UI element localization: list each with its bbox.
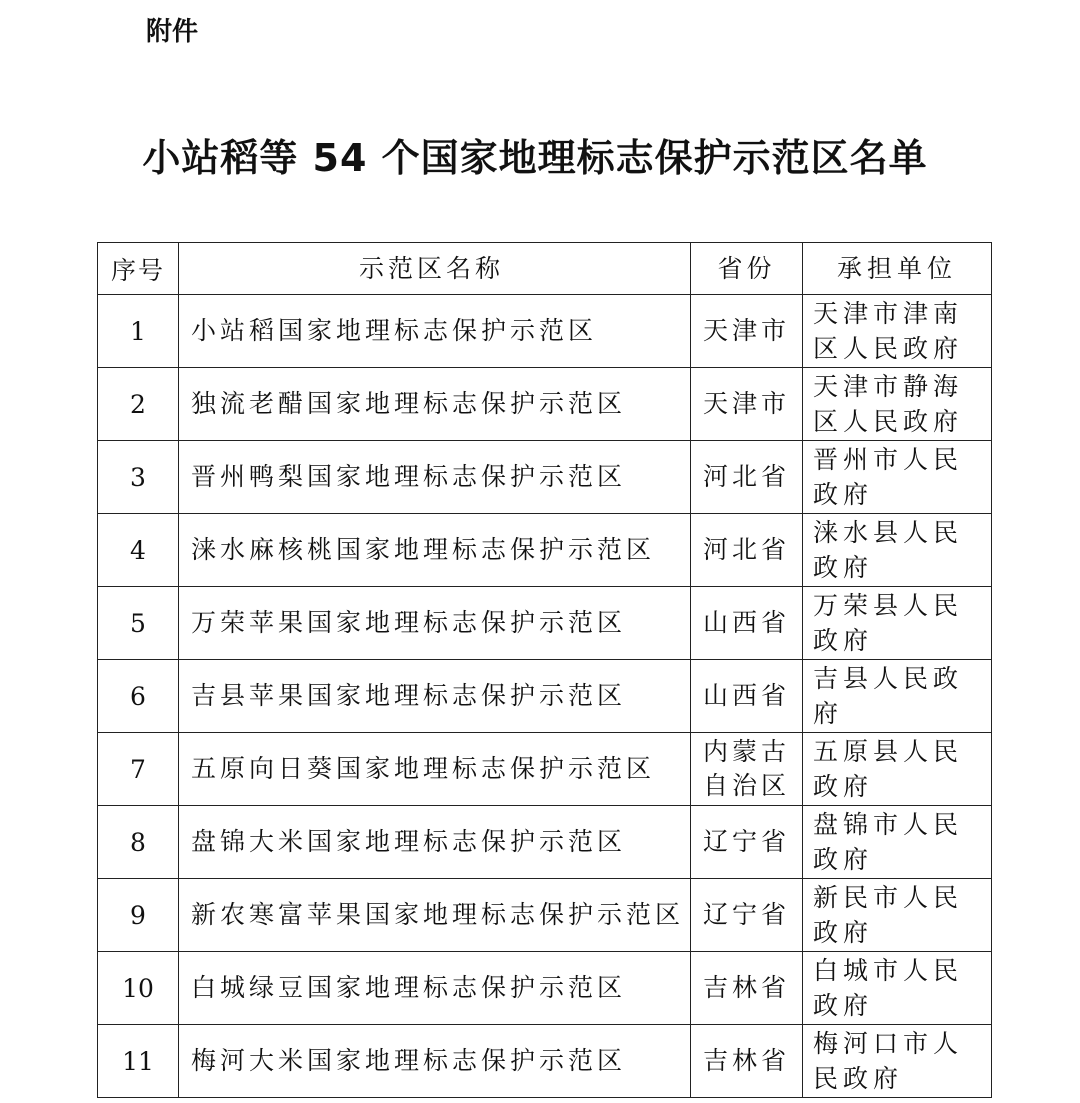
zone-name: 万荣苹果国家地理标志保护示范区 [179,587,691,660]
responsible-unit: 天津市津南区人民政府 [803,295,992,368]
table-row [98,1025,992,1098]
responsible-unit: 吉县人民政府 [803,660,992,733]
province: 吉林省 [691,1025,803,1098]
table-row [98,514,992,587]
province: 天津市 [691,368,803,441]
zone-name: 小站稻国家地理标志保护示范区 [179,295,691,368]
row-number: 7 [98,733,179,806]
demo-zone-table [97,242,992,1098]
row-number: 8 [98,806,179,879]
table-row [98,806,992,879]
zone-name: 吉县苹果国家地理标志保护示范区 [179,660,691,733]
row-number: 3 [98,441,179,514]
row-number: 5 [98,587,179,660]
province: 吉林省 [691,952,803,1025]
province: 河北省 [691,514,803,587]
table-row [98,368,992,441]
province: 辽宁省 [691,879,803,952]
column-header-no: 序号 [98,243,179,295]
zone-name: 盘锦大米国家地理标志保护示范区 [179,806,691,879]
table-row [98,441,992,514]
zone-name: 晋州鸭梨国家地理标志保护示范区 [179,441,691,514]
table-row [98,879,992,952]
province: 内蒙古自治区 [691,733,803,806]
responsible-unit: 涞水县人民政府 [803,514,992,587]
table-row [98,587,992,660]
page-title: 小站稻等 54 个国家地理标志保护示范区名单 [142,136,928,180]
row-number: 6 [98,660,179,733]
row-number: 9 [98,879,179,952]
responsible-unit: 万荣县人民政府 [803,587,992,660]
table-row [98,952,992,1025]
zone-name: 五原向日葵国家地理标志保护示范区 [179,733,691,806]
zone-name: 梅河大米国家地理标志保护示范区 [179,1025,691,1098]
zone-name: 新农寒富苹果国家地理标志保护示范区 [179,879,691,952]
table-header-row [98,243,992,295]
column-header-unit: 承担单位 [803,243,992,295]
table-row [98,733,992,806]
province: 辽宁省 [691,806,803,879]
table-row [98,295,992,368]
responsible-unit: 晋州市人民政府 [803,441,992,514]
province: 山西省 [691,660,803,733]
responsible-unit: 梅河口市人民政府 [803,1025,992,1098]
attachment-label: 附件 [146,17,199,47]
responsible-unit: 五原县人民政府 [803,733,992,806]
row-number: 10 [98,952,179,1025]
column-header-province: 省份 [691,243,803,295]
responsible-unit: 白城市人民政府 [803,952,992,1025]
zone-name: 涞水麻核桃国家地理标志保护示范区 [179,514,691,587]
row-number: 2 [98,368,179,441]
province: 山西省 [691,587,803,660]
zone-name: 独流老醋国家地理标志保护示范区 [179,368,691,441]
row-number: 4 [98,514,179,587]
responsible-unit: 新民市人民政府 [803,879,992,952]
zone-name: 白城绿豆国家地理标志保护示范区 [179,952,691,1025]
province: 天津市 [691,295,803,368]
column-header-name: 示范区名称 [179,243,691,295]
table-row [98,660,992,733]
province: 河北省 [691,441,803,514]
row-number: 1 [98,295,179,368]
row-number: 11 [98,1025,179,1098]
responsible-unit: 盘锦市人民政府 [803,806,992,879]
responsible-unit: 天津市静海区人民政府 [803,368,992,441]
